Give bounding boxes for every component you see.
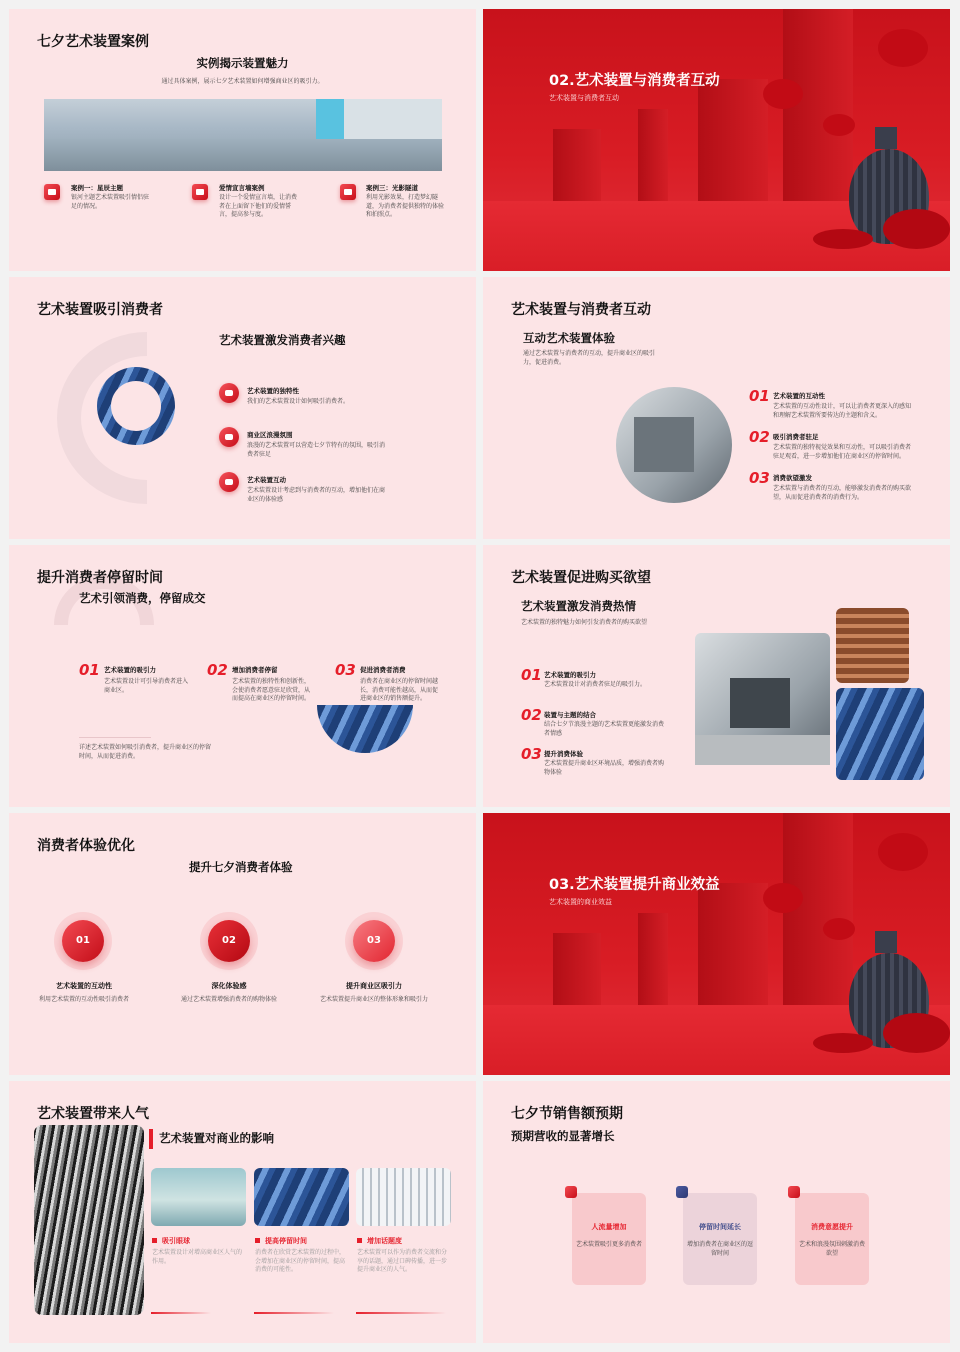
item-text: 艺术装置设计可引导消费者进入商业区。 [104,678,189,694]
item-title: 消费欲望激发 [773,474,812,482]
item-title: 增加消费者停留 [232,666,278,674]
item-title: 艺术装置的吸引力 [544,671,596,679]
item-number: 03 [749,469,770,487]
item-title: 提高停留时间 [265,1237,307,1245]
item-title: 艺术装置的互动性 [773,392,825,400]
item-text: 我们的艺术装置设计如何吸引消费者。 [247,398,350,405]
slide-title: 提升消费者停留时间 [37,570,163,586]
step-title: 深化体验感 [211,982,247,990]
slide-title: 消费者体验优化 [37,838,135,854]
item-number: 02 [521,706,542,724]
item-text: 艺术装置的独特视觉效果和互动性，可以吸引消费者驻足观看，进一步增加他们在商业区的停留时间。 [773,444,912,460]
chat-icon [219,472,239,492]
item-text: 艺术装置的独特性和创新性，会使消费者愿意驻足欣赏，从而提高在商业区的停留时间。 [232,678,311,702]
item-title: 装置与主题的结合 [544,711,596,719]
section-subtitle: 艺术装置的商业效益 [549,898,612,906]
section-slide-02[interactable] [483,9,950,271]
item-text: 艺术装置设计对消费者驻足的吸引力。 [544,681,647,688]
item-text: 结合七夕节浪漫主题的艺术装置更能激发消费者情感 [544,721,665,737]
card-marker [565,1186,577,1198]
skyscraper-photo [34,1125,144,1315]
item-text: 艺术装置设计考虑到与消费者的互动，增加他们在商业区的体验感 [247,487,386,503]
diamond-icon [219,383,239,403]
step-badge: 03 [353,920,395,962]
step-text: 利用艺术装置的互动性吸引消费者 [38,996,129,1003]
white-building-photo [356,1168,451,1226]
heart-icon [192,184,208,200]
slide-title: 艺术装置与消费者互动 [511,302,651,318]
slide-experience-optimization[interactable] [9,813,476,1075]
item-number: 01 [749,387,770,405]
item-title: 吸引眼球 [162,1237,190,1245]
item-title: 促进消费者消费 [360,666,406,674]
slide-desc: 艺术装置的独特魅力如何引发消费者的购买欲望 [521,619,648,626]
slide-title: 艺术装置吸引消费者 [37,302,163,318]
item-text: 浪漫的艺术装置可以营造七夕节特有的氛围，吸引消费者驻足 [247,442,386,458]
item-text: 艺术装置与消费者的互动，能够激发消费者的购买欲望，从而促进消费者的消费行为。 [773,485,912,501]
slide-title: 七夕节销售额预期 [511,1106,623,1122]
item-title: 艺术装置互动 [247,476,286,484]
forecast-card [795,1193,869,1285]
section-slide-03[interactable] [483,813,950,1075]
glass-building-photo [317,705,413,753]
slide-dwell-time[interactable] [9,545,476,807]
step-title: 提升商业区吸引力 [346,982,402,990]
case-title: 案例一：星辰主题 [71,184,123,192]
section-subtitle: 艺术装置与消费者互动 [549,94,619,102]
facade-photo [836,608,909,683]
slide-subtitle: 提升七夕消费者体验 [189,860,293,874]
slide-subtitle: 艺术装置激发消费者兴趣 [219,333,346,347]
slide-popularity[interactable] [9,1081,476,1343]
item-number: 01 [79,661,100,679]
ring-photo [97,367,175,445]
section-title: 02.艺术装置与消费者互动 [549,73,720,89]
sea-photo [151,1168,246,1226]
slide-sales-forecast[interactable] [483,1081,950,1343]
item-title: 增加话题度 [367,1237,402,1245]
item-text: 消费者在欣赏艺术装置的过程中，会增加在商业区的停留时间，提高消费的可能性。 [255,1249,346,1273]
stage-icon [44,184,60,200]
forecast-card [572,1193,646,1285]
item-title: 提升消费体验 [544,750,583,758]
slide-attract-consumers[interactable] [9,277,476,539]
slide-desc: 通过具体案例，展示七夕艺术装置如何增强商业区的吸引力。 [161,78,324,85]
item-title: 艺术装置的独特性 [247,387,299,395]
step-text: 艺术装置提升商业区的整体形象和吸引力 [319,996,428,1003]
card-text: 艺术装置吸引更多消费者 [576,1241,643,1248]
step-text: 通过艺术装置增强消费者的购物体验 [181,996,278,1003]
step-title: 艺术装置的互动性 [56,982,112,990]
slide-subtitle: 实例揭示装置魅力 [196,56,289,70]
item-text: 消费者在商业区的停留时间越长，消费可能性越高，从而促进商业区的销售额提升。 [360,678,439,702]
step-badge: 02 [208,920,250,962]
item-number: 02 [749,428,770,446]
slide-subtitle: 艺术装置激发消费热情 [521,599,636,613]
card-marker [676,1186,688,1198]
glass-facade-photo [836,688,924,780]
item-title: 艺术装置的吸引力 [104,666,156,674]
item-number: 03 [335,661,356,679]
slide-subtitle: 预期营收的显著增长 [511,1129,615,1143]
card-text: 艺术和浪漫氛围刺激消费欲望 [799,1241,866,1257]
slide-consumer-interaction[interactable] [483,277,950,539]
modern-building-photo [695,633,830,765]
item-text: 艺术装置的互动性设计，可以让消费者更深入的感知和理解艺术装置所要传达的主题和含义。 [773,403,912,419]
item-text: 艺术装置设计对增高商业区人气的作用。 [152,1249,243,1265]
slide-subtitle: 互动艺术装置体验 [523,331,615,345]
item-number: 02 [207,661,228,679]
section-title: 03.艺术装置提升商业效益 [549,877,720,893]
slide-subtitle: 艺术引领消费，停留成交 [79,591,206,605]
item-title: 吸引消费者驻足 [773,433,819,441]
item-number: 03 [521,745,542,763]
item-text: 艺术装置提升商业区环境品质，增强消费者购物体验 [544,760,665,776]
slide-purchase-desire[interactable] [483,545,950,807]
building-photo [616,387,732,503]
forecast-card [683,1193,757,1285]
card-title: 人流量增加 [591,1223,627,1231]
step-badge: 01 [62,920,104,962]
sky-building-photo [254,1168,349,1226]
card-marker [788,1186,800,1198]
card-text: 增加消费者在商业区的逗留时间 [687,1241,754,1257]
item-title: 商业区浪漫氛围 [247,431,293,439]
slide-title: 艺术装置带来人气 [37,1106,149,1122]
card-title: 消费意愿提升 [811,1223,853,1231]
case-text: 利用光影效果，打造梦幻隧道，为消费者提供独特的体验和拍照点。 [366,194,445,218]
case-title: 爱情宣言墙案例 [219,184,265,192]
item-text: 艺术装置可以作为消费者交流和分享的话题，通过口碑传播，进一步提升商业区的人气。 [357,1249,448,1273]
case-text: 银河主题艺术装置吸引情侣驻足的情况。 [71,194,150,210]
sofa-icon [340,184,356,200]
hall-photo [44,99,442,171]
slide-art-cases[interactable] [9,9,476,271]
case-title: 案例三：光影隧道 [366,184,418,192]
summary-text: 详述艺术装置如何吸引消费者，提升商业区的停留时间，从而促进消费。 [79,744,212,760]
slide-title: 艺术装置促进购买欲望 [511,570,651,586]
item-number: 01 [521,666,542,684]
sofa-icon [219,427,239,447]
slide-desc: 通过艺术装置与消费者的互动，提升商业区的吸引力，促进消费。 [523,350,656,366]
case-text: 设计一个爱情宣言墙，让消费者在上面留下他们的爱情誓言，提高参与度。 [219,194,298,218]
slide-subtitle: 艺术装置对商业的影响 [159,1131,274,1145]
card-title: 停留时间延长 [699,1223,741,1231]
slide-title: 七夕艺术装置案例 [37,34,149,50]
